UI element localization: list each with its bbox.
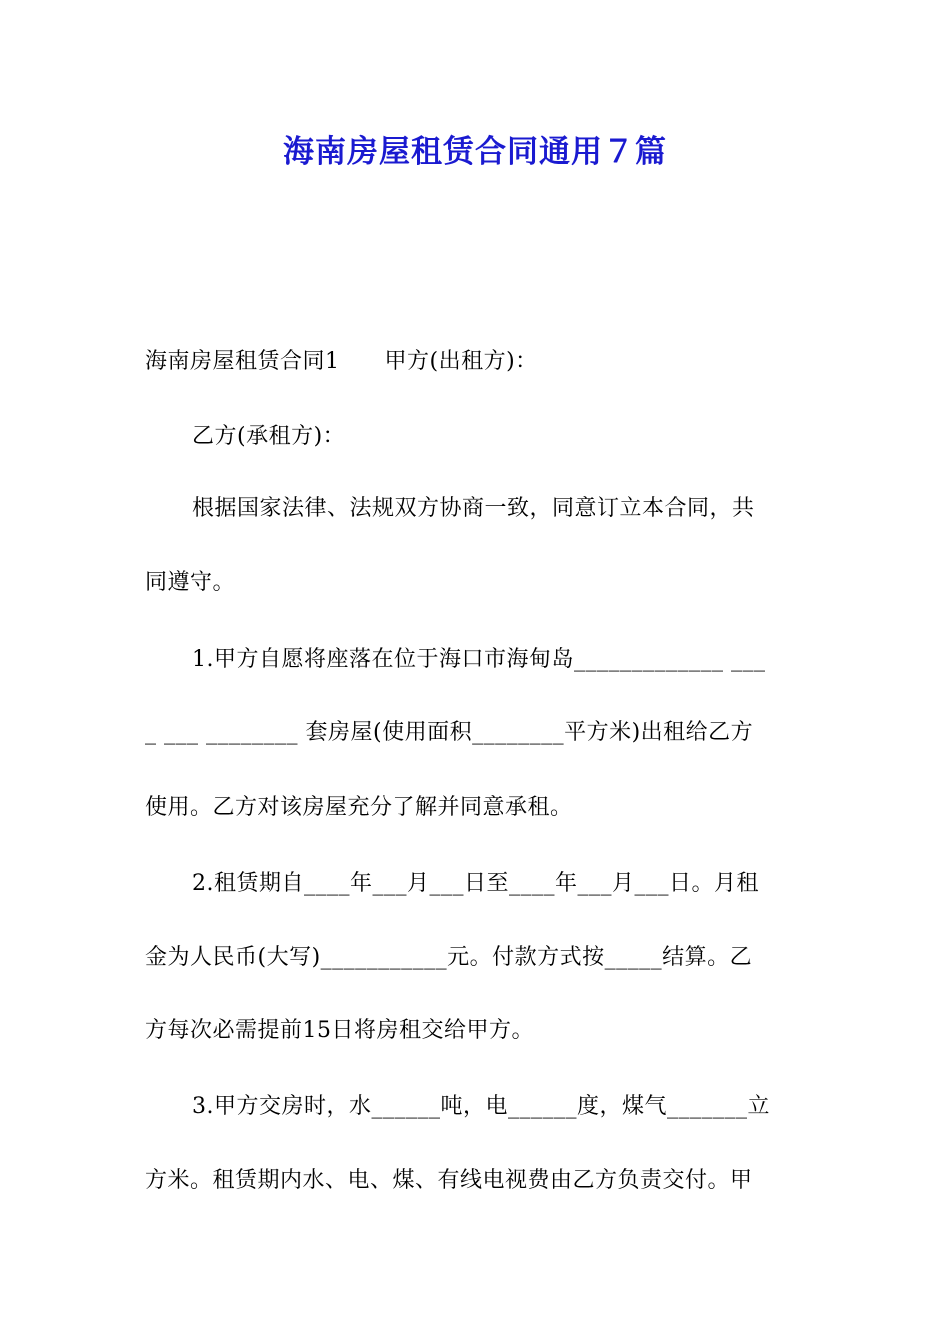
paragraph-line-9: 金为人民币(大写)___________元。付款方式按_____结算。乙 <box>145 945 753 970</box>
paragraph-line-5: 1.甲方自愿将座落在位于海口市海甸岛_____________ ___ <box>192 647 766 672</box>
paragraph-line-6: _ ___ ________ 套房屋(使用面积________平方米)出租给乙方 <box>145 720 754 745</box>
paragraph-line-10: 方每次必需提前15日将房租交给甲方。 <box>145 1018 534 1043</box>
paragraph-line-4: 同遵守。 <box>145 570 236 595</box>
paragraph-line-3: 根据国家法律、法规双方协商一致，同意订立本合同，共 <box>192 496 755 521</box>
paragraph-line-2: 乙方(承租方)： <box>192 424 346 449</box>
paragraph-line-1: 海南房屋租赁合同1 甲方(出租方)： <box>145 349 538 374</box>
paragraph-line-8: 2.租赁期自____年___月___日至____年___月___日。月租 <box>192 871 759 896</box>
document-title: 海南房屋租赁合同通用７篇 <box>283 134 667 170</box>
paragraph-line-11: 3.甲方交房时，水______吨，电______度，煤气_______立 <box>192 1094 770 1119</box>
paragraph-line-12: 方米。租赁期内水、电、煤、有线电视费由乙方负责交付。甲 <box>145 1168 753 1193</box>
paragraph-line-7: 使用。乙方对该房屋充分了解并同意承租。 <box>145 795 573 820</box>
